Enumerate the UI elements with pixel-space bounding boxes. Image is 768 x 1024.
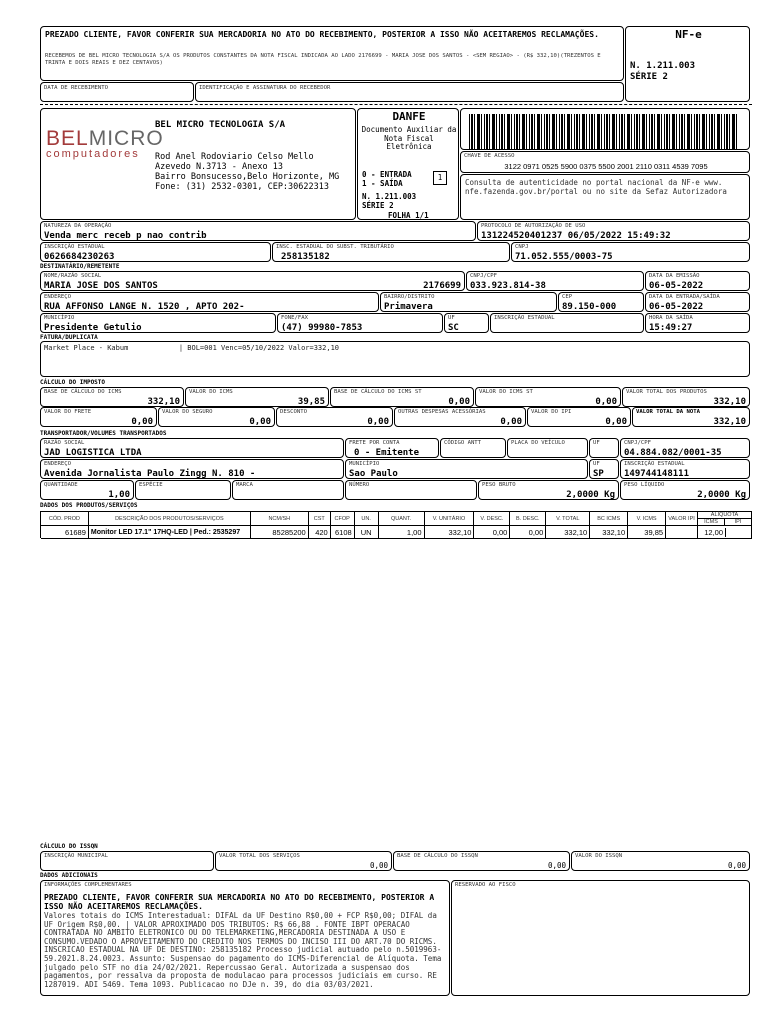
carrier-name-box [40, 438, 344, 458]
receipt-text: RECEBEMOS DE BEL MICRO TECNOLOGIA S/A OS PRODUTOS CONSTANTES DA NOTA FISCAL INDICADA AO LADO 2176699 - MARIA JOSE DOS SANTOS - <SEM REGIAO> - (R$ 332,10)(TREZENTOS E TRINTA E DOIS REAIS E DEZ CENTAVOS) [45, 53, 601, 66]
district-box [380, 292, 557, 312]
discount: 0,00 [367, 417, 389, 427]
emission-date-box [645, 271, 750, 291]
recipient-code: 2176699 [423, 281, 461, 291]
cell-bdesc: 0,00 [510, 526, 546, 539]
emitter-box [40, 108, 356, 220]
gross-weight: 2,0000 Kg [566, 490, 615, 500]
recipient-addr-box [40, 292, 379, 312]
nature-label: NATUREZA DA OPERAÇÃO [44, 223, 112, 229]
nfe-stub-title: NF-e [675, 28, 702, 41]
consult-text: Consulta de autenticidade no portal nacional da NF-e www. nfe.fazenda.gov.br/portal ou no site da Sefaz Autorizadora [465, 178, 727, 196]
issqn-value-label: VALOR DO ISSQN [575, 853, 623, 859]
carrier-city: Sao Paulo [349, 469, 398, 479]
icms-label: VALOR DO ICMS [189, 389, 233, 395]
recipient-section: DESTINATÁRIO/REMETENTE [40, 263, 120, 270]
cell-v-icms: 39,85 [628, 526, 666, 539]
danfe-saida: 1 - SAÍDA [362, 179, 403, 188]
carrier-uf-box [589, 438, 619, 458]
danfe-entrada: 0 - ENTRADA [362, 170, 412, 179]
logo-sub: computadores [46, 148, 140, 160]
receipt-box [40, 26, 624, 81]
freight: 0,00 [131, 417, 153, 427]
discount-label: DESCONTO [280, 409, 307, 415]
district: Primavera [384, 302, 433, 312]
freight-by-box [345, 438, 439, 458]
species-box [135, 480, 231, 500]
col-aliq-title: ALÍQUOTA [698, 512, 751, 519]
consult-box [460, 174, 750, 220]
emitter-ie-label: INSCRIÇÃO ESTADUAL [44, 244, 105, 250]
brand-box [232, 480, 344, 500]
access-key-box [460, 151, 750, 173]
recipient-addr-label: ENDEREÇO [44, 294, 71, 300]
cell-vdesc: 0,00 [474, 526, 510, 539]
carrier-cnpj-label: CNPJ/CPF [624, 440, 651, 446]
icms: 39,85 [297, 397, 325, 407]
insurance: 0,00 [249, 417, 271, 427]
issqn-base-label: BASE DE CÁLCULO DO ISSQN [397, 853, 478, 859]
danfe-box [357, 108, 459, 220]
icms-st: 0,00 [595, 397, 617, 407]
net-weight-label: PESO LÍQUIDO [624, 482, 665, 488]
icms-box [185, 387, 329, 407]
danfe-series: SÉRIE 2 [362, 201, 394, 210]
access-key-label: CHAVE DE ACESSO [464, 153, 515, 159]
base-st: 0,00 [448, 397, 470, 407]
city: Presidente Getulio [44, 323, 142, 333]
icms-st-label: VALOR DO ICMS ST [479, 389, 533, 395]
info-notice: PREZADO CLIENTE, FAVOR CONFERIR SUA MERCADORIA NO ATO DO RECEBIMENTO, POSTERIOR A ISSO NÃO ACEITAREMOS RECLAMAÇÕES. [44, 893, 435, 911]
protocol-value: 131224520401237 06/05/2022 15:49:32 [481, 231, 671, 241]
carrier-name-label: RAZÃO SOCIAL [44, 440, 85, 446]
vol-number-label: NÚMERO [349, 482, 370, 488]
qty-label: QUANTIDADE [44, 482, 78, 488]
total-products-box [622, 387, 750, 407]
col-aliq-sub [698, 519, 751, 525]
info-box [40, 880, 450, 996]
cell-bc-icms: 332,10 [590, 526, 628, 539]
products-section: DADOS DOS PRODUTOS/SERVIÇOS [40, 502, 138, 509]
col-v-ipi: VALOR IPI [666, 512, 698, 526]
cell-v-ipi [666, 526, 698, 539]
cep-box [558, 292, 644, 312]
issqn-base-box [393, 851, 570, 871]
emitter-cnpj-value: 71.052.555/0003-75 [515, 252, 613, 262]
col-cfop: CFOP [330, 512, 354, 526]
col-bc-icms: BC ICMS [590, 512, 628, 526]
carrier-ie-box [620, 459, 750, 479]
danfe-page: FOLHA 1/1 [388, 211, 429, 220]
exit-time-label: HORA DA SAÍDA [649, 315, 693, 321]
antt-box [440, 438, 506, 458]
net-weight-box [620, 480, 750, 500]
phone: (47) 99980-7853 [281, 323, 363, 333]
issqn-value: 0,00 [727, 861, 746, 870]
info-label: INFORMAÇÕES COMPLEMENTARES [44, 882, 132, 888]
cell-cst: 420 [308, 526, 330, 539]
recipient-ie-box [490, 313, 644, 333]
other-expenses-box [394, 407, 526, 427]
freight-label: VALOR DO FRETE [44, 409, 92, 415]
city-box [40, 313, 276, 333]
cell-qty: 1,00 [378, 526, 424, 539]
uf-box [444, 313, 489, 333]
cell-desc: Monitor LED 17.1" 17HQ-LED | Ped.: 2535297 [88, 526, 250, 539]
recipient-name-box [40, 271, 465, 291]
gross-weight-box [478, 480, 619, 500]
cep-label: CEP [562, 294, 573, 300]
col-aliq [698, 512, 752, 526]
cell-aliq-ipi [726, 528, 751, 537]
exit-time: 15:49:27 [649, 323, 693, 333]
logo-bel: BEL [46, 127, 89, 150]
col-un: UN. [354, 512, 378, 526]
recipient-cpf: 033.923.814-38 [470, 281, 546, 291]
issqn-base: 0,00 [547, 861, 566, 870]
discount-box [276, 407, 393, 427]
col-vdesc: V. DESC. [474, 512, 510, 526]
exit-time-box [645, 313, 750, 333]
district-label: BAIRRO/DISTRITO [384, 294, 435, 300]
protocol-box [477, 221, 750, 241]
carrier-cnpj-box [620, 438, 750, 458]
qty: 1,00 [108, 490, 130, 500]
invoice-box [40, 341, 750, 377]
nature-value: Venda merc receb p nao contrib [44, 231, 207, 241]
tax-section: CÁLCULO DO IMPOSTO [40, 379, 106, 386]
products-area-left-border [40, 538, 41, 838]
cell-code: 61689 [41, 526, 89, 539]
phone-box [277, 313, 443, 333]
exit-date: 06-05-2022 [649, 302, 704, 312]
total-products-label: VALOR TOTAL DOS PRODUTOS [626, 389, 707, 395]
barcode-box [460, 108, 750, 150]
ipi-box [527, 407, 631, 427]
receipt-date-box[interactable] [40, 82, 194, 102]
phone-label: FONE/FAX [281, 315, 308, 321]
carrier-city-label: MUNICÍPIO [349, 461, 380, 467]
carrier-uf2-label: UF [593, 461, 600, 467]
barcode-image [469, 114, 739, 150]
fisco-label: RESERVADO AO FISCO [455, 882, 516, 888]
col-code: CÓD. PROD [41, 512, 89, 526]
brand-label: MARCA [236, 482, 253, 488]
total-note: 332,10 [713, 417, 746, 427]
exit-date-label: DATA DA ENTRADA/SAÍDA [649, 294, 720, 300]
emitter-phone: Fone: (31) 2532-0301, CEP:30622313 [155, 182, 329, 192]
emitter-cnpj-box [511, 242, 750, 262]
col-aliq-icms: ICMS [698, 519, 725, 525]
invoice-section: FATURA/DUPLICATA [40, 334, 98, 341]
cell-ncm: 85285200 [250, 526, 308, 539]
receipt-notice: PREZADO CLIENTE, FAVOR CONFERIR SUA MERCADORIA NO ATO DO RECEBIMENTO, POSTERIOR A ISSO NÃO ACEITAREMOS RECLAMAÇÕES. [45, 30, 599, 39]
issqn-section: CÁLCULO DO ISSQN [40, 843, 98, 850]
recipient-cpf-label: CNPJ/CPF [470, 273, 497, 279]
services: 0,00 [369, 861, 388, 870]
icms-st-box [475, 387, 621, 407]
col-ncm: NCM/SH [250, 512, 308, 526]
danfe-subtitle: Documento Auxiliar da Nota Fiscal Eletrônica [361, 125, 457, 151]
additional-section: DADOS ADICIONAIS [40, 872, 98, 879]
carrier-uf-label: UF [593, 440, 600, 446]
emitter-ie-value: 0626684230263 [44, 252, 115, 262]
freight-by-label: FRETE POR CONTA [349, 440, 400, 446]
col-bdesc: B. DESC. [510, 512, 546, 526]
base-st-box [330, 387, 474, 407]
emitter-address2: Azevedo N.3713 - Anexo 13 [155, 162, 283, 172]
access-key-value[interactable]: 3122 0971 0525 5900 0375 5500 2001 2110 0311 4539 7095 [504, 162, 708, 171]
products-table [40, 511, 752, 539]
emitter-ie-st-label: INSC. ESTADUAL DO SUBST. TRIBUTÁRIO [276, 244, 394, 250]
carrier-cnpj: 04.884.082/0001-35 [624, 448, 722, 458]
col-desc: DESCRIÇÃO DOS PRODUTOS/SERVIÇOS [88, 512, 250, 526]
im-label: INSCRIÇÃO MUNICIPAL [44, 853, 108, 859]
qty-box [40, 480, 134, 500]
col-qty: QUANT. [378, 512, 424, 526]
recipient-addr: RUA AFFONSO LANGE N. 1520 , APTO 202- [44, 302, 245, 312]
base-icms-label: BASE DE CÁLCULO DO ICMS [44, 389, 122, 395]
carrier-addr-box [40, 459, 344, 479]
nfe-stub-box [625, 26, 750, 102]
other-expenses-label: OUTRAS DESPESAS ACESSÓRIAS [398, 409, 486, 415]
nfe-stub-series: SÉRIE 2 [630, 72, 668, 82]
receipt-date-label: DATA DE RECEBIMENTO [44, 85, 108, 91]
products-header-row [41, 512, 752, 526]
carrier-ie-label: INSCRIÇÃO ESTADUAL [624, 461, 685, 467]
table-row[interactable] [41, 526, 752, 539]
receipt-sign-box[interactable] [195, 82, 624, 102]
carrier-uf2-box [589, 459, 619, 479]
emitter-address1: Rod Anel Rodoviario Celso Mello [155, 152, 314, 162]
cell-un: UN [354, 526, 378, 539]
fisco-box [451, 880, 750, 996]
freight-box [40, 407, 157, 427]
services-box [215, 851, 392, 871]
invoice-text: Market Place - Kabum | BOL=001 Venc=05/10/2022 Valor=332,10 [44, 344, 340, 352]
cell-cfop: 6108 [330, 526, 354, 539]
carrier-uf2: SP [593, 469, 604, 479]
ipi-label: VALOR DO IPI [531, 409, 572, 415]
emitter-address3: Bairro Bonsucesso,Belo Horizonte, MG [155, 172, 340, 182]
recipient-cpf-box [466, 271, 644, 291]
col-total: V. TOTAL [546, 512, 590, 526]
receipt-sign-label: IDENTIFICAÇÃO E ASSINATURA DO RECEBEDOR [199, 85, 331, 91]
logo-micro: MICRO [88, 127, 164, 150]
cell-aliq-pair [698, 528, 751, 537]
base-icms-box [40, 387, 184, 407]
city-label: MUNICÍPIO [44, 315, 75, 321]
nfe-stub-number: N. 1.211.003 [630, 61, 696, 71]
recipient-ie-label: INSCRIÇÃO ESTADUAL [494, 315, 555, 321]
insurance-label: VALOR DO SEGURO [162, 409, 213, 415]
total-note-box [632, 407, 750, 427]
cell-total: 332,10 [546, 526, 590, 539]
plate-label: PLACA DO VEÍCULO [511, 440, 565, 446]
net-weight: 2,0000 Kg [697, 490, 746, 500]
danfe-type-box: 1 [433, 171, 447, 185]
base-icms: 332,10 [147, 397, 180, 407]
issqn-value-box [571, 851, 750, 871]
col-unit: V. UNITÁRIO [424, 512, 474, 526]
im-box [40, 851, 214, 871]
protocol-label: PROTOCOLO DE AUTORIZAÇÃO DE USO [481, 223, 586, 229]
recipient-name: MARIA JOSE DOS SANTOS [44, 281, 158, 291]
ipi: 0,00 [605, 417, 627, 427]
emitter-cnpj-label: CNPJ [515, 244, 529, 250]
total-note-label: VALOR TOTAL DA NOTA [636, 409, 700, 415]
carrier-city-box [345, 459, 588, 479]
carrier-ie: 149744148111 [624, 469, 690, 479]
danfe-number: N. 1.211.003 [362, 192, 417, 201]
carrier-addr-label: ENDEREÇO [44, 461, 71, 467]
antt-label: CÓDIGO ANTT [444, 440, 482, 446]
vol-number-box [345, 480, 477, 500]
gross-weight-label: PESO BRUTO [482, 482, 516, 488]
emission-date: 06-05-2022 [649, 281, 704, 291]
other-expenses: 0,00 [500, 417, 522, 427]
recipient-name-label: NOME/RAZÃO SOCIAL [44, 273, 102, 279]
uf: SC [448, 323, 459, 333]
col-aliq-ipi: IPI [734, 519, 742, 525]
transport-section: TRANSPORTADOR/VOLUMES TRANSPORTADOS [40, 430, 167, 437]
uf-label: UF [448, 315, 455, 321]
exit-date-box [645, 292, 750, 312]
cut-line [40, 104, 752, 105]
col-v-icms: V. ICMS [628, 512, 666, 526]
emitter-name: BEL MICRO TECNOLOGIA S/A [155, 120, 286, 130]
freight-by: 0 - Emitente [354, 448, 420, 458]
carrier-addr: Avenida Jornalista Paulo Zingg N. 810 - [44, 469, 256, 479]
emitter-ie-st-box [272, 242, 510, 262]
danfe-title: DANFE [392, 110, 426, 123]
total-products: 332,10 [713, 397, 746, 407]
cell-aliq [698, 526, 752, 539]
emission-date-label: DATA DA EMISSÃO [649, 273, 700, 279]
carrier-name: JAD LOGISTICA LTDA [44, 448, 142, 458]
base-st-label: BASE DE CÁLCULO DO ICMS ST [334, 389, 422, 395]
company-logo [46, 127, 164, 160]
services-label: VALOR TOTAL DOS SERVIÇOS [219, 853, 300, 859]
nature-box [40, 221, 476, 241]
plate-box [507, 438, 588, 458]
info-text: Valores totais do ICMS Interestadual: DIFAL da UF Destino R$0,00 + FCP R$0,00; DIFAL da UF Origem R$0,00. | VALOR APROXIMADO DOS TRIBUTOS: R$ 66,88 . FONTE IBPT OPERACAO CONTRATADA NO AMBITO ELETRONICO OU DO TELEMARKETING,MERCADORIA DESTINADA A USO E CONSUMO.VEDADO O APROVEITAMENTO DO CREDITO NOS TERMOS DO INCISO III DO ART.70 DO RICMS. INSCRICAO ESTADUAL NA UF DE DESTINO: 258135182 Processo judicial autuado pelo n.5019963-59.2021.8.24.0023. Assunto: Suspensao do pagamento do ICMS-Diferencial de Alíquota. Tema julgado pelo STF no dia 24/02/2021. Repercussao Geral. Autorizada a suspensao dos pagamentos, por ressalva da proposta de modulacao para processos judiciais em curso. RE 1287019. ADI 5469. Tema 1093. Publicacao no DJe n. 39, do dia 03/03/2021. [44, 911, 442, 989]
cell-aliq-icms: 12,00 [698, 528, 726, 537]
species-label: ESPÉCIE [139, 482, 163, 488]
insurance-box [158, 407, 275, 427]
col-cst: CST [308, 512, 330, 526]
cell-unit: 332,10 [424, 526, 474, 539]
cep: 89.150-000 [562, 302, 617, 312]
emitter-ie-box [40, 242, 271, 262]
emitter-ie-st-value: 258135182 [281, 252, 330, 262]
